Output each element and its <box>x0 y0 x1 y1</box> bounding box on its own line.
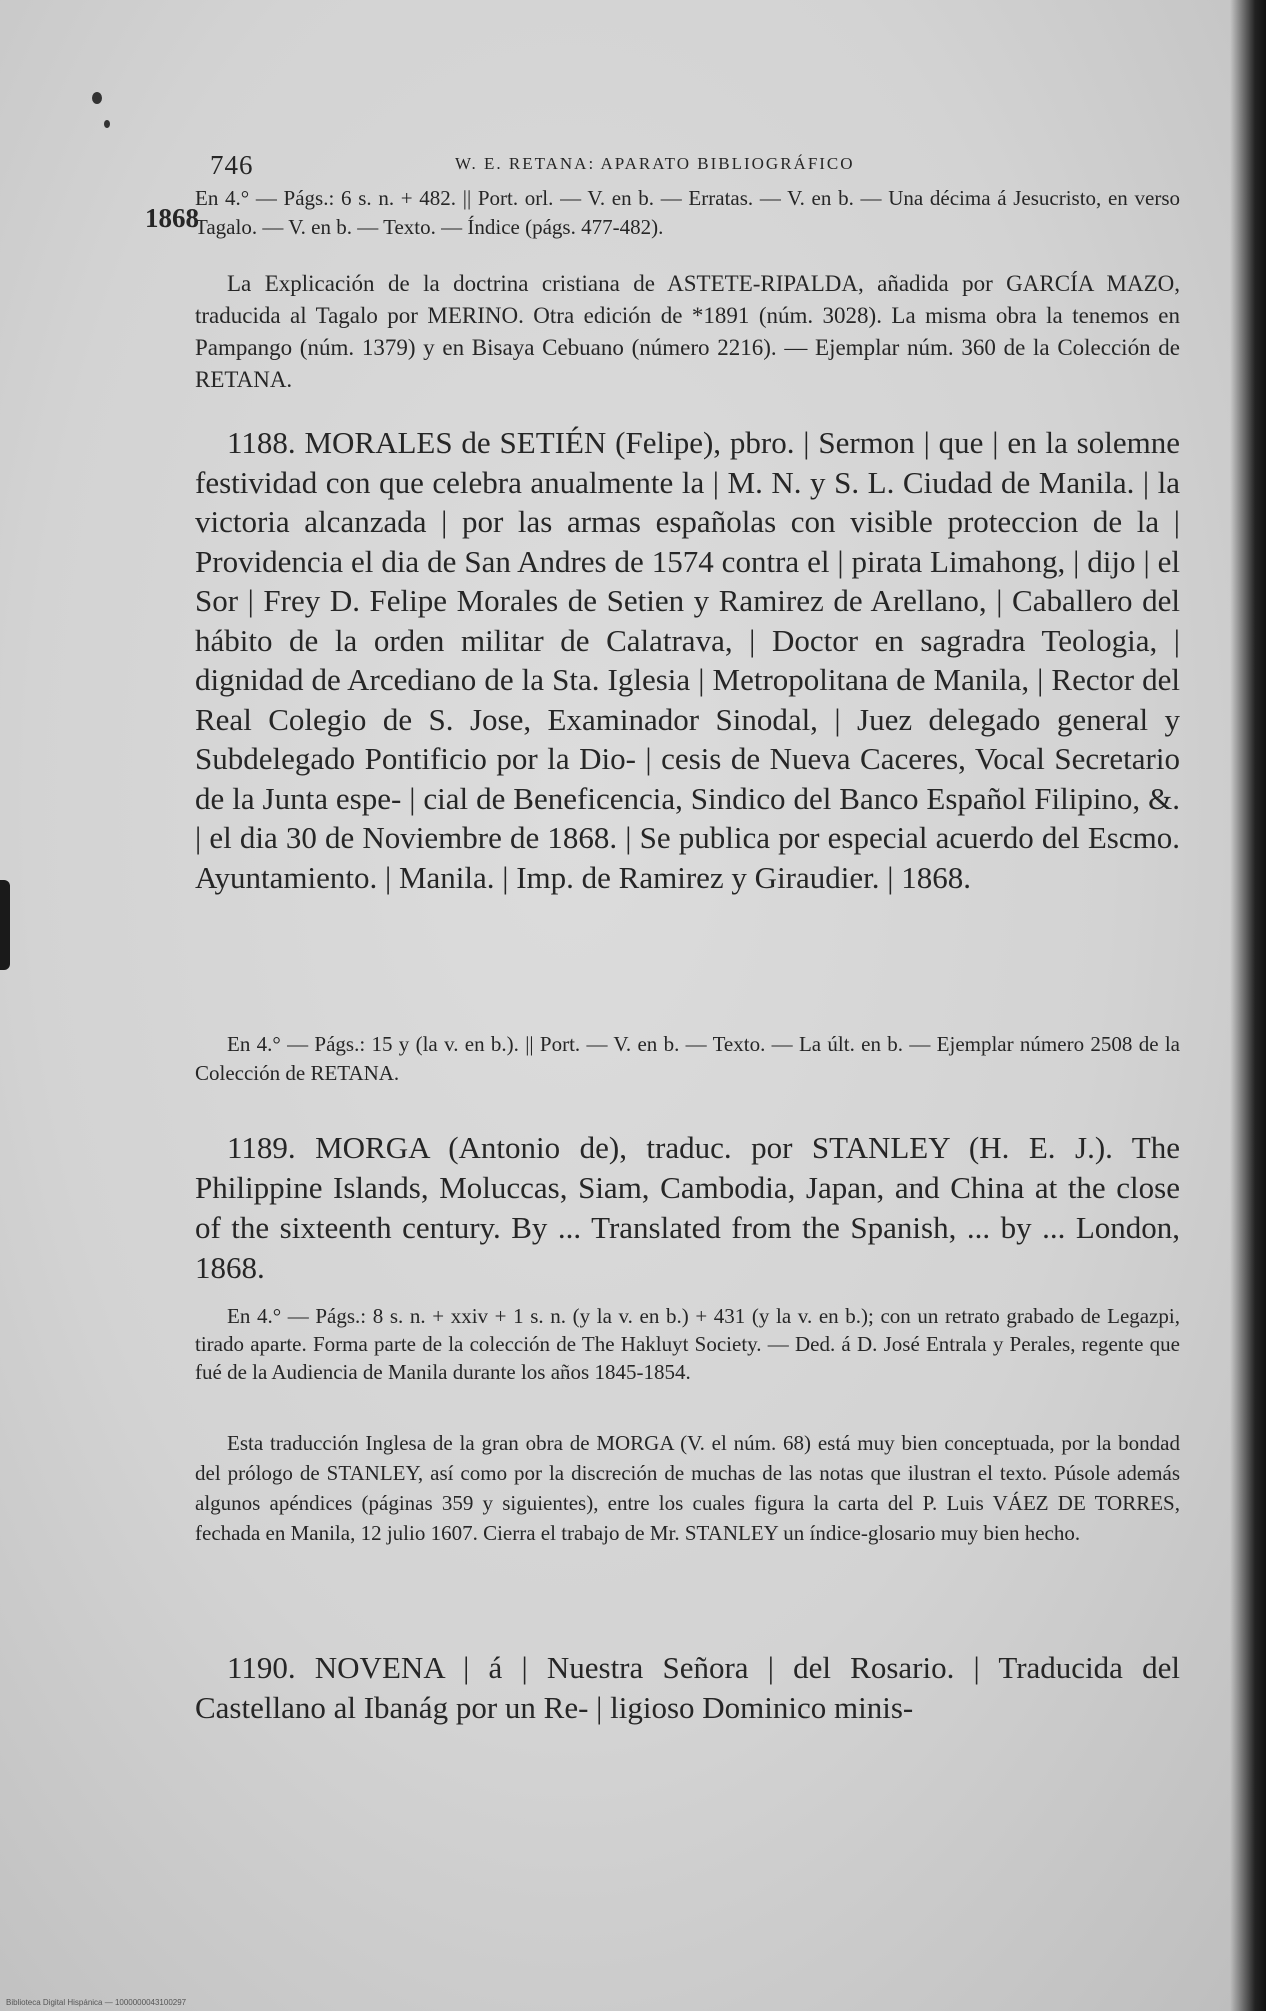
scan-speck <box>104 120 110 128</box>
entry-1189-collation: En 4.° — Págs.: 8 s. n. + xxiv + 1 s. n. (y la v. en b.) + 431 (y la v. en b.); con un retrato grabado de Legazpi, tirado aparte. Forma parte de la colección de The Hakluyt Society. — Ded. á D. José Entrala y Perales, regente que fué de la Audiencia de Manila durante los años 1845-1854. <box>195 1304 1180 1384</box>
page-header <box>210 150 1170 180</box>
scan-footer: Biblioteca Digital Hispánica — 1000000043100297 <box>6 1998 187 2007</box>
running-head: W. E. RETANA: APARATO BIBLIOGRÁFICO <box>455 154 855 173</box>
entry-1189-title: 1189. MORGA (Antonio de), traduc. por STANLEY (H. E. J.). The Philippine Islands, Moluccas, Siam, Cambodia, Japan, and China at the close of the sixteenth century. By ... Translated from the Spanish, ... by ... London, 1868. <box>195 1130 1180 1285</box>
entry-1190-title: 1190. NOVENA | á | Nuestra Señora | del Rosario. | Traducida del Castellano al Ibanág por un Re- | ligioso Dominico minis- <box>195 1650 1180 1725</box>
entry-1187-note: La Explicación de la doctrina cristiana de ASTETE-RIPALDA, añadida por GARCÍA MAZO, traducida al Tagalo por MERINO. Otra edición de *1891 (núm. 3028). La misma obra la tenemos en Pampango (núm. 1379) y en Bisaya Cebuano (número 2216). — Ejemplar núm. 360 de la Colección de RETANA. <box>195 271 1180 392</box>
entry-1187-collation: En 4.° — Págs.: 6 s. n. + 482. || Port. orl. — V. en b. — Erratas. — V. en b. — Una décima á Jesucristo, en verso Tagalo. — V. en b. — Texto. — Índice (págs. 477-482). <box>195 186 1180 239</box>
entry-1188-collation: En 4.° — Págs.: 15 y (la v. en b.). || Port. — V. en b. — Texto. — La últ. en b. — Ejemplar número 2508 de la Colección de RETANA. <box>195 1032 1180 1085</box>
entry-1189-note: Esta traducción Inglesa de la gran obra de MORGA (V. el núm. 68) está muy bien conceptuada, por la bondad del prólogo de STANLEY, así como por la discreción de muchas de las notas que ilustran el texto. Púsole además algunos apéndices (páginas 359 y siguientes), entre los cuales figura la carta del P. Luis VÁEZ DE TORRES, fechada en Manila, 12 julio 1607. Cierra el trabajo de Mr. STANLEY un índice-glosario muy bien hecho. <box>195 1431 1180 1545</box>
scan-speck <box>92 92 102 104</box>
margin-year: 1868 <box>145 203 199 233</box>
binding-mark <box>0 880 10 970</box>
page-number: 746 <box>210 150 254 180</box>
page-edge-shadow <box>1230 0 1266 2011</box>
entry-1188-title: 1188. MORALES de SETIÉN (Felipe), pbro. | Sermon | que | en la solemne festividad con que celebra anualmente la | M. N. y S. L. Ciudad de Manila. | la victoria alcanzada | por las armas españolas con visible proteccion de la | Providencia el dia de San Andres de 1574 contra el | pirata Limahong, | dijo | el Sor | Frey D. Felipe Morales de Setien y Ramirez de Arellano, | Caballero del hábito de la orden militar de Calatrava, | Doctor en sagradra Teologia, | dignidad de Arcediano de la Sta. Iglesia | Metropolitana de Manila, | Rector del Real Colegio de S. Jose, Examinador Sinodal, | Juez delegado general y Subdelegado Pontificio por la Dio- | cesis de Nueva Caceres, Vocal Secretario de la Junta espe- | cial de Beneficencia, Sindico del Banco Español Filipino, &. | el dia 30 de Noviembre de 1868. | Se publica por especial acuerdo del Escmo. Ayuntamiento. | Manila. | Imp. de Ramirez y Giraudier. | 1868. <box>195 425 1180 895</box>
